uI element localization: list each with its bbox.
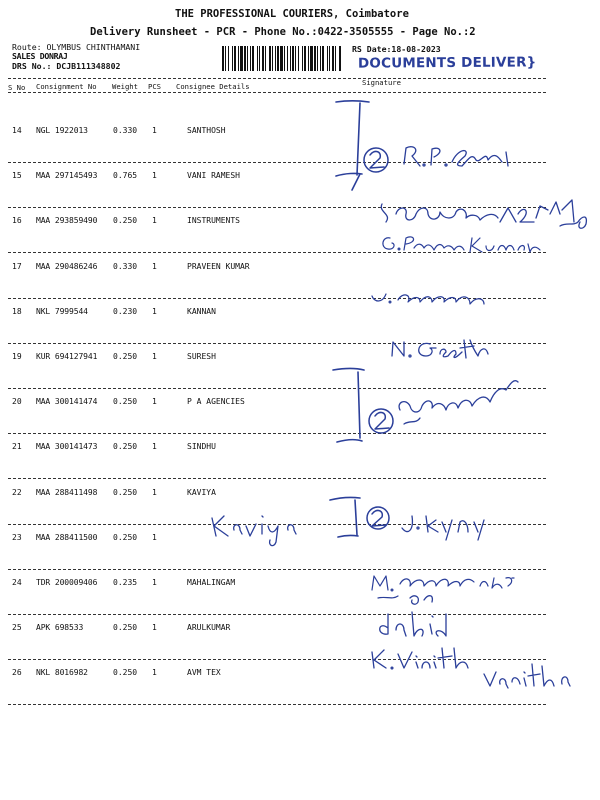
cell-sno: 17 [12,261,22,271]
col-signature: Signature [362,78,401,87]
col-consignee: Consignee Details [176,82,250,91]
cell-sno: 22 [12,487,22,497]
cell-pcs: 1 [152,397,157,407]
cell-pcs: 1 [152,306,157,316]
cell-pcs: 1 [152,532,157,542]
col-sno: S No [8,83,26,92]
cell-pcs: 1 [152,126,157,135]
signature-row-26 [372,648,570,688]
cell-consignee: P A AGENCIES [187,397,245,407]
signature-row-25 [380,596,446,636]
cell-weight: 0.250 [113,442,138,452]
cell-sno: 24 [12,578,22,587]
cell-weight: 0.250 [113,397,138,407]
cell-pcs: 1 [152,171,157,181]
cell-consignment: NKL 8016982 [36,668,88,678]
cell-consignment: TDR 200009406 [36,578,98,587]
cell-pcs: 1 [152,668,157,678]
cell-weight: 0.250 [113,668,138,678]
signature-row-19 [392,340,488,358]
cell-pcs: 1 [152,487,157,497]
cell-sno: 21 [12,442,22,452]
signature-row-17 [383,237,540,252]
bracket-mark-icon [330,101,369,537]
cell-sno: 23 [12,532,22,542]
cell-weight: 0.235 [113,578,138,587]
cell-weight: 0.230 [113,306,138,316]
cell-weight: 0.330 [113,261,138,271]
runsheet-subtitle: Delivery Runsheet - PCR - Phone No.:0422-3505555 - Page No.:2 [90,26,476,38]
cell-pcs: 1 [152,442,157,452]
signature-row-24 [372,576,514,598]
cell-weight: 0.330 [113,126,138,135]
cell-consignment: APK 698533 [36,623,84,633]
documents-delivered-stamp: DOCUMENTS DELIVER} [357,54,537,72]
cell-consignee: SINDHU [187,442,216,452]
cell-consignee: AVM TEX [187,668,221,678]
cell-sno: 16 [12,216,22,226]
signature-row-15 [404,147,508,166]
cell-sno: 25 [12,623,22,633]
cell-weight: 0.765 [113,171,138,181]
rs-date: RS Date:18-08-2023 [352,44,441,54]
col-pcs: PCS [148,82,161,91]
cell-sno: 14 [12,126,22,135]
signature-row-18 [372,294,484,304]
cell-consignee: SANTHOSH [187,126,226,135]
signature-row-23 [212,516,484,546]
cell-consignee: PRAVEEN KUMAR [187,261,250,271]
cell-consignee: MAHALINGAM [187,578,236,587]
cell-sno: 15 [12,171,22,181]
cell-sno: 18 [12,306,22,316]
cell-pcs: 1 [152,261,157,271]
circled-two-icon [364,148,393,529]
cell-pcs: 1 [152,216,157,226]
cell-consignment: NGL 1922013 [36,126,88,135]
cell-sno: 19 [12,352,22,361]
cell-consignee: INSTRUMENTS [187,216,240,226]
cell-weight: 0.250 [113,623,138,633]
cell-consignment: MAA 288411498 [36,487,98,497]
route-label: Route: OLYMBUS CHINTHAMANI [12,42,141,52]
cell-weight: 0.250 [113,532,138,542]
col-weight: Weight [112,82,138,91]
cell-consignee: SURESH [187,352,216,361]
cell-sno: 20 [12,397,22,407]
signature-row-20 [399,381,518,424]
staff-name: SALES DONRAJ [12,51,68,61]
cell-consignment: MAA 297145493 [36,171,98,181]
cell-weight: 0.250 [113,216,138,226]
cell-consignment: MAA 288411500 [36,532,98,542]
cell-consignment: MAA 300141474 [36,397,98,407]
col-consignment: Consignment No [36,82,97,91]
cell-consignment: KUR 694127941 [36,352,98,361]
cell-weight: 0.250 [113,487,138,497]
cell-consignee: VANI RAMESH [187,171,240,181]
cell-consignment: NKL 7999544 [36,306,88,316]
cell-consignment: MAA 293859490 [36,216,98,226]
cell-weight: 0.250 [113,352,138,361]
cell-consignment: MAA 290486246 [36,261,98,271]
cell-consignee: ARULKUMAR [187,623,231,633]
cell-consignee: KANNAN [187,306,216,316]
cell-consignee: KAVIYA [187,487,216,497]
cell-pcs: 1 [152,623,157,633]
signature-row-16 [381,200,586,228]
cell-pcs: 1 [152,352,157,361]
company-title: THE PROFESSIONAL COURIERS, Coimbatore [175,8,409,20]
cell-consignment: MAA 300141473 [36,442,98,452]
cell-pcs: 1 [152,578,157,587]
drs-number: DRS No.: DCJB111348802 [12,61,121,71]
cell-sno: 26 [12,668,22,678]
